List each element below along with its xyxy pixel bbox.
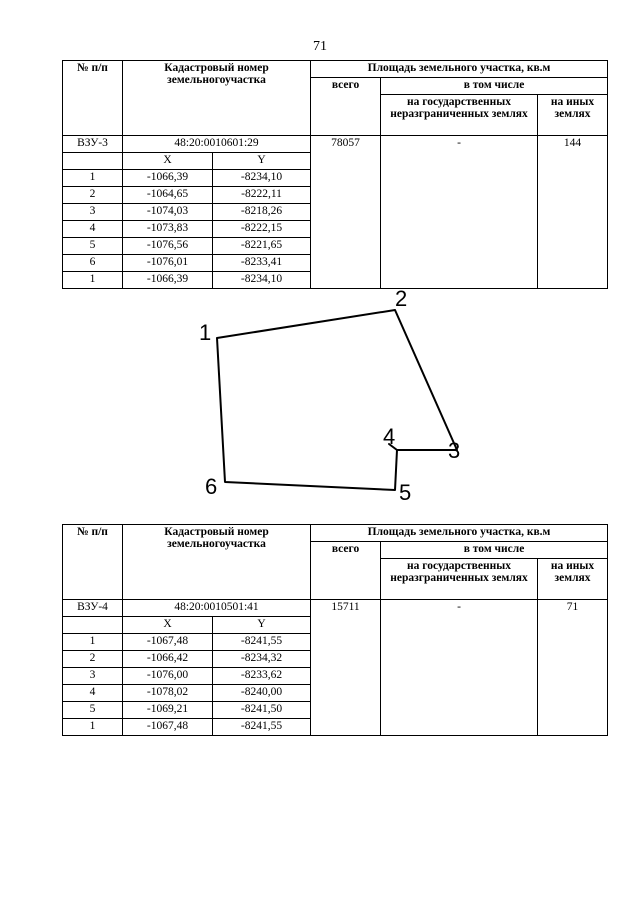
header-total: всего	[311, 542, 381, 600]
blank-cell	[63, 617, 123, 634]
area-state: -	[381, 600, 538, 736]
header-num: № п/п	[63, 61, 123, 136]
cadastral-number: 48:20:0010601:29	[123, 136, 311, 153]
point-y: -8233,62	[213, 668, 311, 685]
header-state: на государственных неразграниченных землях	[381, 95, 538, 136]
vertex-label-4: 4	[383, 424, 396, 449]
blank-cell	[63, 153, 123, 170]
header-area: Площадь земельного участка, кв.м	[311, 525, 608, 542]
point-x: -1066,42	[123, 651, 213, 668]
point-number: 1	[63, 719, 123, 736]
header-area: Площадь земельного участка, кв.м	[311, 61, 608, 78]
point-number: 3	[63, 668, 123, 685]
point-x: -1076,56	[123, 238, 213, 255]
area-total: 15711	[311, 600, 381, 736]
point-y: -8218,26	[213, 204, 311, 221]
header-cadastral: Кадастровый номер земельногоучастка	[123, 525, 311, 600]
point-x: -1076,00	[123, 668, 213, 685]
plot-table-vzu-4	[62, 524, 608, 736]
point-y: -8241,55	[213, 719, 311, 736]
point-x: -1074,03	[123, 204, 213, 221]
point-y: -8234,32	[213, 651, 311, 668]
point-number: 4	[63, 221, 123, 238]
header-including: в том числе	[381, 78, 608, 95]
point-number: 1	[63, 634, 123, 651]
coord-header-x: X	[123, 617, 213, 634]
point-y: -8222,11	[213, 187, 311, 204]
vertex-label-5: 5	[399, 480, 412, 505]
point-y: -8233,41	[213, 255, 311, 272]
area-other: 144	[538, 136, 608, 289]
point-x: -1066,39	[123, 170, 213, 187]
point-number: 4	[63, 685, 123, 702]
header-num: № п/п	[63, 525, 123, 600]
header-including: в том числе	[381, 542, 608, 559]
plot-table-vzu-3	[62, 60, 608, 289]
point-number: 3	[63, 204, 123, 221]
plot-id: ВЗУ-4	[63, 600, 123, 617]
point-number: 5	[63, 702, 123, 719]
point-number: 1	[63, 272, 123, 289]
cadastral-number: 48:20:0010501:41	[123, 600, 311, 617]
point-y: -8222,15	[213, 221, 311, 238]
point-x: -1064,65	[123, 187, 213, 204]
vertex-label-3: 3	[448, 438, 461, 463]
point-number: 5	[63, 238, 123, 255]
point-number: 2	[63, 187, 123, 204]
boundary-line	[217, 310, 457, 490]
header-other: на иных землях	[538, 95, 608, 136]
plot-boundary-sketch	[195, 278, 485, 508]
point-number: 2	[63, 651, 123, 668]
point-y: -8221,65	[213, 238, 311, 255]
point-x: -1069,21	[123, 702, 213, 719]
plot-id: ВЗУ-3	[63, 136, 123, 153]
point-x: -1078,02	[123, 685, 213, 702]
area-total: 78057	[311, 136, 381, 289]
area-other: 71	[538, 600, 608, 736]
area-state: -	[381, 136, 538, 289]
header-total: всего	[311, 78, 381, 136]
coord-header-y: Y	[213, 153, 311, 170]
point-y: -8241,55	[213, 634, 311, 651]
point-y: -8234,10	[213, 170, 311, 187]
coord-header-x: X	[123, 153, 213, 170]
point-number: 1	[63, 170, 123, 187]
point-x: -1066,39	[123, 272, 213, 289]
page-number: 71	[313, 39, 327, 54]
vertex-label-2: 2	[395, 286, 408, 311]
coord-header-y: Y	[213, 617, 311, 634]
point-x: -1073,83	[123, 221, 213, 238]
vertex-label-1: 1	[199, 320, 212, 345]
header-cadastral: Кадастровый номер земельногоучастка	[123, 61, 311, 136]
vertex-label-6: 6	[205, 474, 218, 499]
point-x: -1076,01	[123, 255, 213, 272]
point-y: -8241,50	[213, 702, 311, 719]
point-x: -1067,48	[123, 719, 213, 736]
header-state: на государственных неразграниченных землях	[381, 559, 538, 600]
point-y: -8234,10	[213, 272, 311, 289]
point-number: 6	[63, 255, 123, 272]
point-x: -1067,48	[123, 634, 213, 651]
point-y: -8240,00	[213, 685, 311, 702]
header-other: на иных землях	[538, 559, 608, 600]
